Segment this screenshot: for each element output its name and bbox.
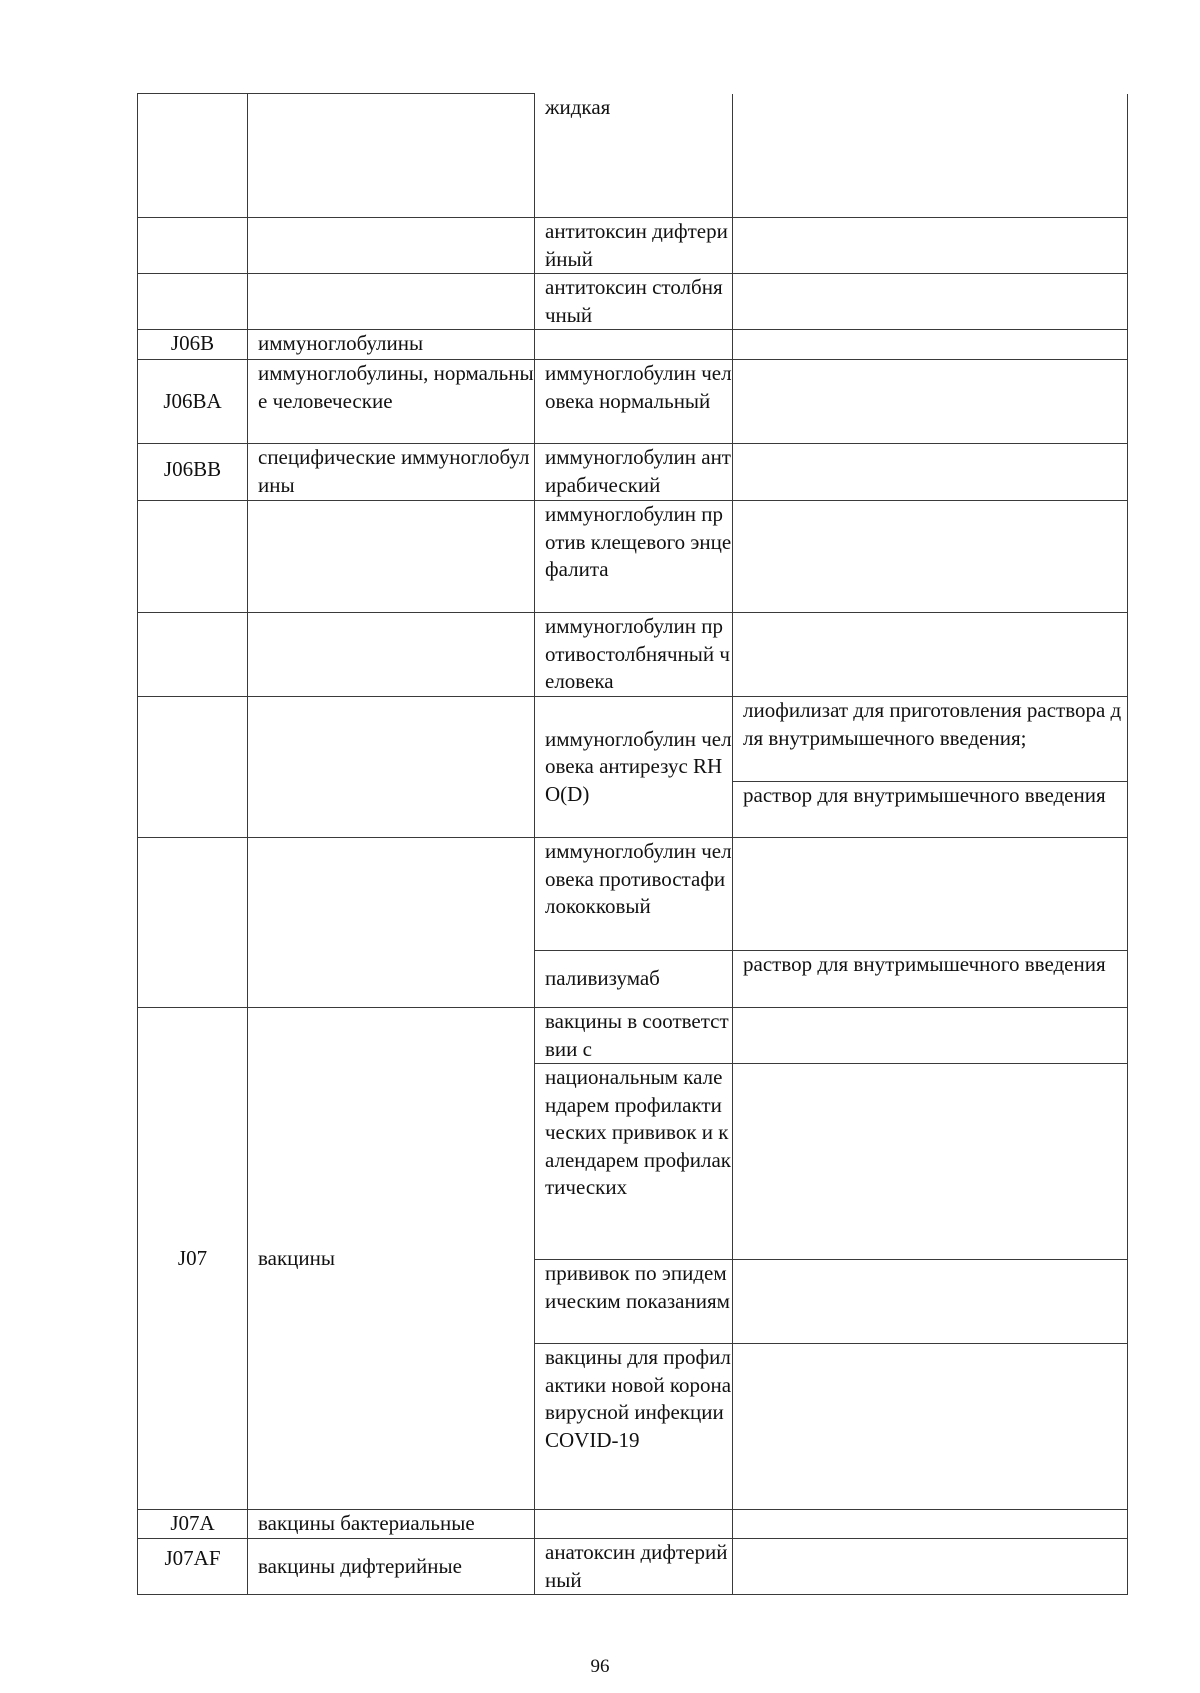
atc-code-cell: J06BB [138, 444, 248, 501]
form-cell [733, 1064, 1128, 1260]
form-cell [733, 360, 1128, 444]
drug-cell: национальным календарем профилактических прививок и календарем профилактических [535, 1064, 733, 1260]
drug-cell: иммуноглобулин человека антирезус RHO(D) [535, 697, 733, 838]
form-cell [733, 330, 1128, 360]
form-cell [733, 1344, 1128, 1510]
group-cell: иммуноглобулины [248, 330, 535, 360]
drug-cell [535, 1510, 733, 1539]
group-cell [248, 274, 535, 330]
drug-table [137, 93, 1128, 1595]
form-cell [733, 444, 1128, 501]
atc-code-cell: J06B [138, 330, 248, 360]
table-row [138, 274, 1128, 330]
table-row [138, 218, 1128, 274]
atc-code-cell [138, 613, 248, 697]
atc-code-cell: J06BA [138, 360, 248, 444]
atc-code-cell [138, 838, 248, 1008]
drug-cell: анатоксин дифтерийный [535, 1539, 733, 1595]
form-cell [733, 838, 1128, 951]
atc-code-cell [138, 697, 248, 838]
group-cell [248, 838, 535, 1008]
drug-cell: антитоксин дифтерийный [535, 218, 733, 274]
drug-cell: иммуноглобулин человека противостафилококковый [535, 838, 733, 951]
group-cell: вакцины дифтерийные [248, 1539, 535, 1595]
table-row [138, 501, 1128, 613]
group-cell [248, 697, 535, 838]
drug-cell: прививок по эпидемическим показаниям [535, 1260, 733, 1344]
page-number: 96 [590, 1656, 610, 1677]
form-cell [733, 1260, 1128, 1344]
drug-cell: вакцины для профилактики новой коронавирусной инфекции COVID-19 [535, 1344, 733, 1510]
form-cell [733, 274, 1128, 330]
group-cell [248, 94, 535, 218]
atc-code-cell [138, 501, 248, 613]
table-row [138, 330, 1128, 360]
atc-code-cell: J07A [138, 1510, 248, 1539]
group-cell [248, 218, 535, 274]
group-cell [248, 501, 535, 613]
atc-code-cell: J07 [138, 1008, 248, 1510]
atc-code-cell [138, 274, 248, 330]
group-cell [248, 613, 535, 697]
table-row [138, 360, 1128, 444]
form-cell [733, 501, 1128, 613]
atc-code-cell: J07AF [138, 1539, 248, 1595]
drug-cell [535, 330, 733, 360]
form-cell [733, 613, 1128, 697]
drug-cell: паливизумаб [535, 951, 733, 1008]
form-cell: лиофилизат для приготовления раствора для внутримышечного введения; [733, 697, 1128, 782]
form-cell: раствор для внутримышечного введения [733, 951, 1128, 1008]
form-cell [733, 1510, 1128, 1539]
form-cell [733, 218, 1128, 274]
drug-cell: антитоксин столбнячный [535, 274, 733, 330]
atc-code-cell [138, 218, 248, 274]
table-row [138, 838, 1128, 951]
table-row [138, 444, 1128, 501]
drug-cell: иммуноглобулин против клещевого энцефалита [535, 501, 733, 613]
form-cell [733, 94, 1128, 218]
drug-cell: иммуноглобулин человека нормальный [535, 360, 733, 444]
form-cell [733, 1539, 1128, 1595]
group-cell: иммуноглобулины, нормальные человеческие [248, 360, 535, 444]
form-cell: раствор для внутримышечного введения [733, 782, 1128, 838]
group-cell: вакцины [248, 1008, 535, 1510]
drug-cell: иммуноглобулин противостолбнячный человека [535, 613, 733, 697]
drug-cell: жидкая [535, 94, 733, 218]
table-row [138, 1008, 1128, 1064]
group-cell: специфические иммуноглобулины [248, 444, 535, 501]
drug-cell: вакцины в соответствии с [535, 1008, 733, 1064]
form-cell [733, 1008, 1128, 1064]
table-row [138, 613, 1128, 697]
table-row [138, 94, 1128, 218]
table-row [138, 697, 1128, 782]
group-cell: вакцины бактериальные [248, 1510, 535, 1539]
table-row [138, 1510, 1128, 1539]
drug-cell: иммуноглобулин антирабический [535, 444, 733, 501]
table-row [138, 1539, 1128, 1595]
atc-code-cell [138, 94, 248, 218]
